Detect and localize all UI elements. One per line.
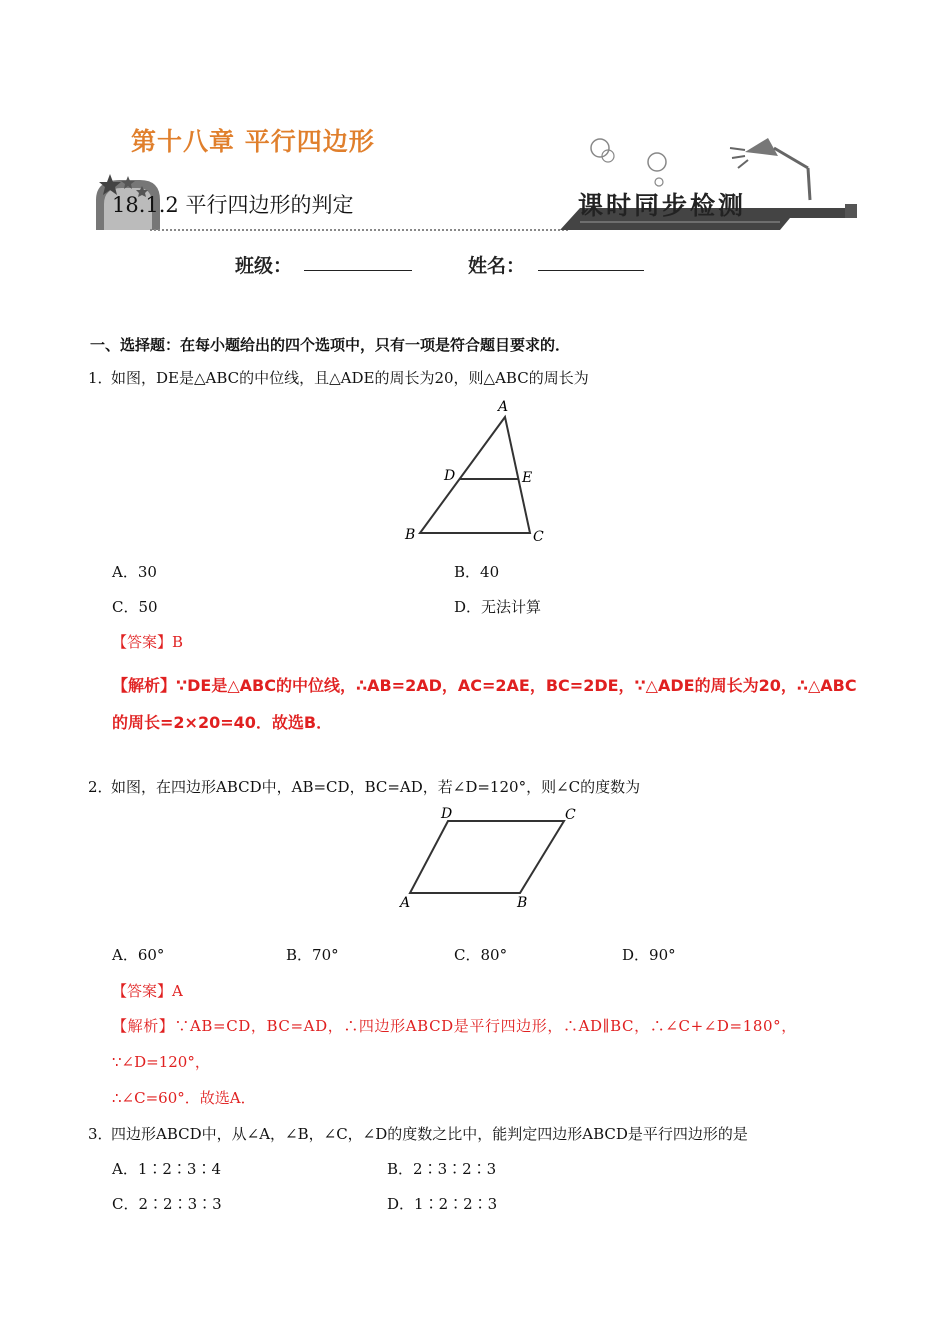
name-label: 姓名： (468, 255, 526, 277)
q1-option-a[interactable]: A．30 (112, 563, 157, 581)
label-b: B (405, 527, 416, 543)
q3-option-b[interactable]: B．2∶3∶2∶3 (387, 1160, 497, 1178)
q2-answer: 【答案】A (112, 982, 183, 1000)
q3-option-d[interactable]: D．1∶2∶2∶3 (387, 1195, 498, 1213)
q2-analysis-line3: ∴∠C=60°．故选A． (112, 1089, 256, 1107)
q3-option-a[interactable]: A．1∶2∶3∶4 (112, 1160, 222, 1178)
q2-analysis-line1: 【解析】∵AB=CD，BC=AD，∴四边形ABCD是平行四边形，∴AD∥BC，∴∠C+∠D=180°， (112, 1017, 797, 1035)
q2-number: 2． (88, 778, 113, 796)
q2-option-d[interactable]: D．90° (622, 946, 676, 964)
bubble-icon (655, 178, 663, 186)
q1-option-d[interactable]: D．无法计算 (454, 598, 542, 616)
bubble-icon (591, 139, 609, 157)
q1-triangle-figure (395, 395, 555, 550)
q1-analysis-line1: 【解析】∵DE是△ABC的中位线，∴AB=2AD，AC=2AE，BC=2DE，∵△ADE的周长为20，∴△ABC (112, 676, 857, 695)
chapter-title: 第十八章 平行四边形 (131, 127, 375, 156)
label-a: A (498, 399, 509, 415)
q1-answer: 【答案】B (112, 633, 184, 651)
q1-option-b[interactable]: B．40 (454, 563, 500, 581)
q2-option-b[interactable]: B．70° (286, 946, 339, 964)
class-field[interactable] (304, 270, 412, 271)
q1-analysis-line2: 的周长=2×20=40．故选B． (112, 713, 333, 732)
q2-option-c[interactable]: C．80° (454, 946, 508, 964)
q2-parallelogram-figure (392, 803, 592, 913)
name-field[interactable] (538, 270, 644, 271)
label-c: C (565, 807, 576, 823)
q3-option-c[interactable]: C．2∶2∶3∶3 (112, 1195, 222, 1213)
q2-stem: 如图，在四边形ABCD中，AB=CD，BC=AD，若∠D=120°，则∠C的度数为 (111, 778, 641, 796)
part1-heading: 一、选择题：在每小题给出的四个选项中，只有一项是符合题目要求的． (90, 336, 571, 354)
label-e: E (522, 470, 533, 486)
label-d: D (441, 806, 453, 822)
section-title: 18.1.2 平行四边形的判定 (112, 193, 354, 217)
label-d: D (444, 468, 456, 484)
header-banner-graphic (90, 130, 870, 240)
triangle-abc (420, 417, 533, 533)
q1-stem: 如图，DE是△ABC的中位线，且△ADE的周长为20，则△ABC的周长为 (111, 369, 589, 387)
bubble-icon (648, 153, 666, 171)
q2-analysis-line2: ∵∠D=120°， (112, 1053, 210, 1071)
q1-number: 1． (88, 369, 113, 387)
class-label: 班级： (235, 255, 293, 277)
q2-option-a[interactable]: A．60° (112, 946, 165, 964)
q1-option-c[interactable]: C．50 (112, 598, 158, 616)
label-a: A (400, 895, 411, 911)
q3-number: 3． (88, 1125, 113, 1143)
brand-title: 课时同步检测 (578, 191, 747, 220)
label-b: B (517, 895, 528, 911)
q3-stem: 四边形ABCD中，从∠A，∠B，∠C，∠D的度数之比中，能判定四边形ABCD是平行四边形的是 (111, 1125, 748, 1143)
parallelogram-abcd (410, 821, 564, 893)
label-c: C (533, 529, 544, 545)
